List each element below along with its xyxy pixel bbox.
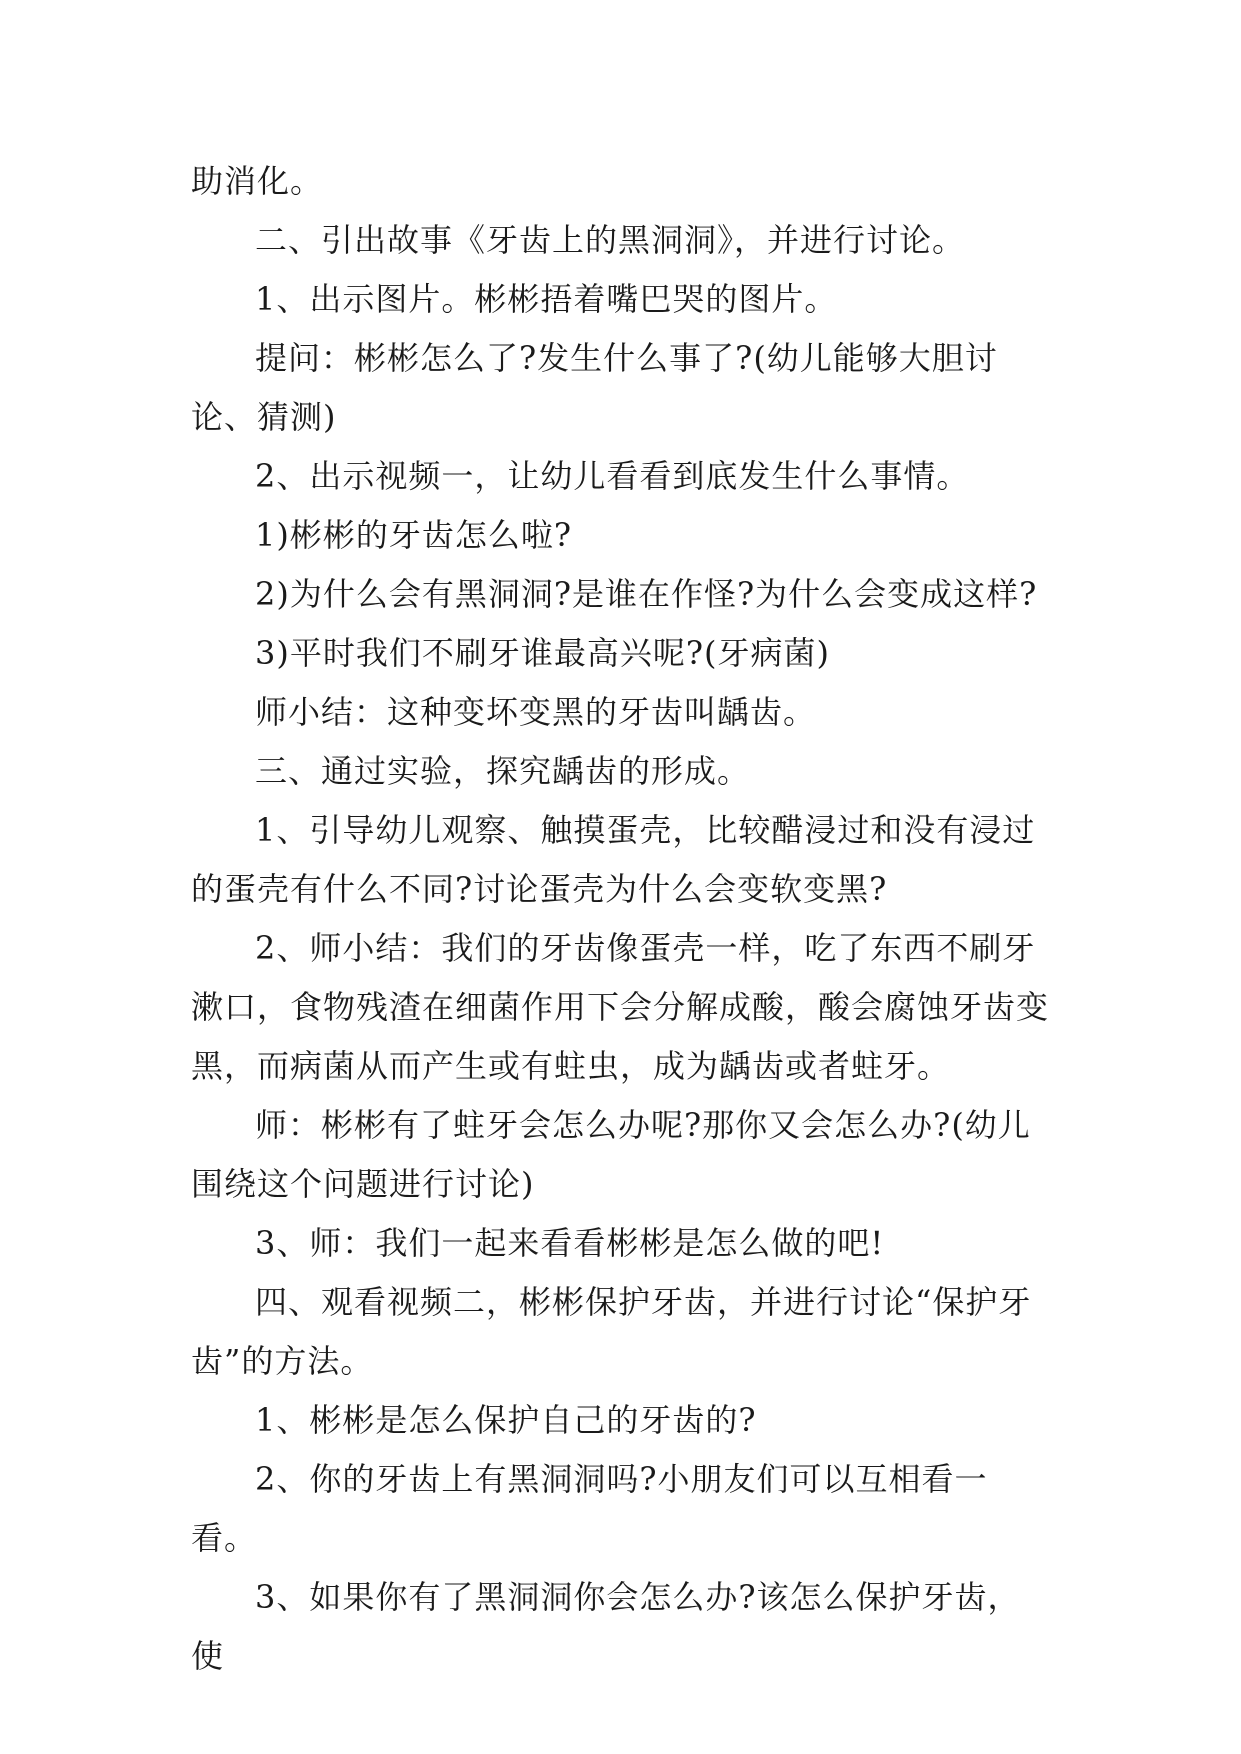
paragraph: 3、师：我们一起来看看彬彬是怎么做的吧! bbox=[255, 1224, 885, 1262]
paragraph: 1、彬彬是怎么保护自己的牙齿的? bbox=[255, 1401, 757, 1439]
paragraph: 2、你的牙齿上有黑洞洞吗?小朋友们可以互相看一看。 bbox=[191, 1460, 988, 1557]
paragraph: 3、如果你有了黑洞洞你会怎么办?该怎么保护牙齿，使 bbox=[191, 1578, 1021, 1675]
question-item: 2)为什么会有黑洞洞?是谁在作怪?为什么会变成这样? bbox=[255, 575, 1038, 613]
question-item: 1)彬彬的牙齿怎么啦? bbox=[255, 516, 573, 554]
paragraph-continuation: 助消化。 bbox=[191, 162, 324, 200]
question-item: 3)平时我们不刷牙谁最高兴呢?(牙病菌) bbox=[255, 634, 830, 672]
paragraph: 提问：彬彬怎么了?发生什么事了?(幼儿能够大胆讨论、猜测) bbox=[191, 339, 998, 436]
section-heading-4: 四、观看视频二，彬彬保护牙齿，并进行讨论“保护牙齿”的方法。 bbox=[191, 1283, 1032, 1380]
paragraph: 2、出示视频一，让幼儿看看到底发生什么事情。 bbox=[255, 457, 970, 495]
paragraph: 1、出示图片。彬彬捂着嘴巴哭的图片。 bbox=[255, 280, 838, 318]
paragraph: 1、引导幼儿观察、触摸蛋壳，比较醋浸过和没有浸过的蛋壳有什么不同?讨论蛋壳为什么会变软变黑? bbox=[191, 811, 1036, 908]
section-heading-3: 三、通过实验，探究龋齿的形成。 bbox=[255, 752, 751, 790]
section-heading-2: 二、引出故事《牙齿上的黑洞洞》，并进行讨论。 bbox=[255, 221, 966, 259]
document-body bbox=[191, 152, 1051, 1686]
paragraph: 师：彬彬有了蛀牙会怎么办呢?那你又会怎么办?(幼儿围绕这个问题进行讨论) bbox=[191, 1106, 1031, 1203]
paragraph: 2、师小结：我们的牙齿像蛋壳一样，吃了东西不刷牙漱口，食物残渣在细菌作用下会分解成酸，酸会腐蚀牙齿变黑，而病菌从而产生或有蛀虫，成为龋齿或者蛀牙。 bbox=[191, 929, 1050, 1085]
paragraph: 师小结：这种变坏变黑的牙齿叫龋齿。 bbox=[255, 693, 817, 731]
